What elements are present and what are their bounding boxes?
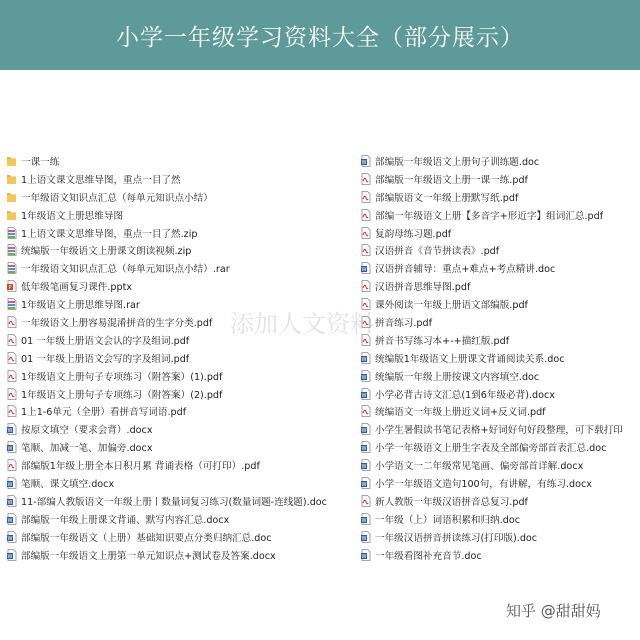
file-item[interactable] (6, 438, 358, 456)
file-name: 部编版一年级上册课文背诵、默写内容汇总.docx (21, 514, 230, 526)
svg-text:W: W (361, 392, 367, 399)
word-doc-icon (360, 477, 371, 489)
file-name: 汉语拼音辅导：重点+难点+考点精讲.doc (375, 264, 556, 276)
file-item[interactable] (6, 385, 358, 403)
file-name: 新人教版一年级汉语拼音总复习.pdf (375, 496, 528, 508)
pdf-icon (6, 352, 17, 364)
file-name: 拼音书写练习本+-+描红版.pdf (375, 335, 510, 347)
file-name: 复韵母练习题.pdf (375, 228, 452, 240)
file-item[interactable] (360, 420, 640, 438)
watermark-text: 添加人文资料 (230, 310, 374, 338)
file-item[interactable] (6, 349, 358, 367)
file-item[interactable] (6, 206, 358, 224)
file-name: 1上1-6单元（全册）看拼音写词语.pdf (21, 407, 187, 419)
file-item[interactable] (360, 367, 640, 385)
svg-text:W: W (7, 481, 13, 488)
svg-text:W: W (361, 517, 367, 524)
file-name: 课外阅读一年级上册语文部编版.pdf (375, 300, 528, 312)
file-item[interactable] (360, 331, 640, 349)
file-item[interactable] (360, 313, 640, 331)
file-name: 一课一练 (21, 156, 60, 168)
file-name: 1年级语文上册思维导图.rar (21, 300, 140, 312)
word-doc-icon (360, 388, 371, 400)
file-name: 小学必背古诗文汇总(1到6年级必背).docx (375, 389, 555, 401)
title-banner (0, 0, 640, 70)
file-item[interactable] (360, 492, 640, 510)
folder-icon (6, 155, 17, 167)
svg-text:W: W (361, 428, 367, 435)
rar-archive-icon (6, 298, 17, 310)
file-item[interactable] (360, 206, 640, 224)
file-item[interactable] (360, 241, 640, 259)
file-item[interactable] (6, 367, 358, 385)
file-name: 1年级语文上册句子专项练习（附答案）(2).pdf (21, 389, 223, 401)
file-item[interactable] (6, 188, 358, 206)
file-item[interactable] (360, 152, 640, 170)
file-name: 部编版语文一年级上册默写纸.pdf (375, 192, 519, 204)
svg-text:W: W (361, 446, 367, 453)
svg-text:W: W (361, 553, 367, 560)
file-name: 笔顺、加减一笔、加偏旁.docx (21, 443, 153, 455)
file-name: 01 一年级上册语文会写的字及组词.pdf (21, 353, 190, 365)
folder-icon (6, 209, 17, 221)
file-name: 部编版一年级语文（上册）基础知识要点分类归纳汇总.doc (21, 532, 272, 544)
file-name: 一年级语文上册容易混淆拼音的生字分类.pdf (21, 317, 213, 329)
file-name: 1上语文课文思维导图，重点一目了然 (21, 174, 181, 186)
file-name: 一年级（上）词语积累和归纳.doc (375, 514, 521, 526)
zip-archive-icon (6, 244, 17, 256)
file-name: 部编版一年级语文上册第一单元知识点+测试卷及答案.docx (21, 550, 276, 562)
pdf-icon (360, 298, 371, 310)
pdf-icon (6, 405, 17, 417)
file-item[interactable] (360, 188, 640, 206)
file-name: 部编一年级语文上册【多音字+形近字】组词汇总.pdf (375, 210, 604, 222)
file-name: 统编版1年级语文上册课文背诵阅读关系.doc (375, 353, 565, 365)
word-doc-icon (360, 549, 371, 561)
file-item[interactable] (360, 277, 640, 295)
file-name: 小学语文一二年级常见笔画、偏旁部首详解.docx (375, 461, 584, 473)
word-doc-icon (6, 477, 17, 489)
pdf-icon (6, 370, 17, 382)
file-item[interactable] (6, 224, 358, 242)
svg-text:W: W (7, 553, 13, 560)
word-doc-icon (6, 531, 17, 543)
file-item[interactable] (360, 224, 640, 242)
word-doc-icon (6, 423, 17, 435)
file-name: 按原文填空（要求会背）.docx (21, 425, 153, 437)
svg-text:W: W (7, 499, 13, 506)
file-name: 小学一年级语文上册生字表及全部偏旁部首表汇总.doc (375, 443, 607, 455)
svg-text:W: W (7, 517, 13, 524)
footer-credit: 知乎 @甜甜妈 (506, 602, 601, 620)
banner-title: 小学一年级学习资料大全（部分展示） (116, 24, 524, 51)
file-item[interactable] (360, 385, 640, 403)
file-name: 统编版一年级上册按课文内容填空.doc (375, 371, 540, 383)
pdf-icon (360, 495, 371, 507)
file-name: 低年级笔画复习课件.pptx (21, 282, 133, 294)
file-list-left (6, 152, 358, 563)
word-doc-icon (6, 513, 17, 525)
file-item[interactable] (360, 402, 640, 420)
file-name: 统编版一年级语文上册课文朗读视频.zip (21, 246, 192, 258)
word-doc-icon (360, 370, 371, 382)
pdf-icon (360, 173, 371, 185)
file-item[interactable] (360, 170, 640, 188)
file-item[interactable] (6, 277, 358, 295)
pdf-icon (360, 209, 371, 221)
pdf-icon (360, 244, 371, 256)
svg-text:W: W (7, 428, 13, 435)
file-name: 01 一年级上册语文会认的字及组词.pdf (21, 335, 190, 347)
pdf-icon (6, 334, 17, 346)
file-item[interactable] (360, 456, 640, 474)
file-name: 笔顺、课文填空.docx (21, 478, 115, 490)
file-item[interactable] (6, 152, 358, 170)
svg-text:W: W (361, 481, 367, 488)
file-item[interactable] (6, 170, 358, 188)
file-item[interactable] (6, 241, 358, 259)
file-name: 小学生暑假读书笔记表格+好词好句好段整理，可下载打印 (375, 425, 623, 437)
file-name: 部编版1年级上册全本日积月累 背诵表格（可打印）.pdf (21, 461, 260, 473)
file-name: 汉语拼音《音节拼读表》.pdf (375, 246, 500, 258)
file-name: 11-部编人教版语文一年级上册丨数量词复习练习(数量词题-连线题).doc (21, 496, 327, 508)
svg-text:P: P (8, 285, 12, 292)
pdf-icon (360, 316, 371, 328)
powerpoint-icon (6, 280, 17, 292)
word-doc-icon (6, 495, 17, 507)
file-item[interactable] (360, 295, 640, 313)
file-item[interactable] (360, 349, 640, 367)
folder-icon (6, 173, 17, 185)
rar-archive-icon (6, 262, 17, 274)
pdf-icon (360, 227, 371, 239)
file-item[interactable] (6, 546, 358, 564)
file-name: 一年级看图补充音节.doc (375, 550, 482, 562)
word-doc-icon (360, 513, 371, 525)
file-name: 部编版一年级语文上册一课一练.pdf (375, 174, 528, 186)
file-list-right (360, 152, 640, 563)
file-item[interactable] (360, 510, 640, 528)
svg-text:W: W (361, 159, 367, 166)
pdf-icon (6, 316, 17, 328)
svg-text:W: W (7, 535, 13, 542)
file-item[interactable] (360, 259, 640, 277)
word-doc-icon (360, 441, 371, 453)
svg-text:W: W (361, 356, 367, 363)
file-name: 1年级语文上册句子专项练习（附答案）(1).pdf (21, 371, 223, 383)
file-name: 1年级语文上册思维导图 (21, 210, 124, 222)
file-name: 统编语文一年级上册近义词+反义词.pdf (375, 407, 546, 419)
file-name: 一年级语文知识点汇总（每单元知识点小结） (21, 192, 213, 204)
file-name: 一年级汉语拼音拼读练习(打印版).doc (375, 532, 538, 544)
zip-archive-icon (6, 227, 17, 239)
file-item[interactable] (6, 331, 358, 349)
file-item[interactable] (6, 510, 358, 528)
svg-text:W: W (361, 267, 367, 274)
file-item[interactable] (6, 492, 358, 510)
file-name: 一年级语文知识点汇总（每单元知识点小结）.rar (21, 264, 230, 276)
word-doc-icon (6, 441, 17, 453)
pdf-icon (6, 388, 17, 400)
svg-text:W: W (361, 535, 367, 542)
pdf-icon (360, 334, 371, 346)
word-doc-icon (6, 549, 17, 561)
file-item[interactable] (360, 546, 640, 564)
svg-text:W: W (361, 464, 367, 471)
file-item[interactable] (6, 420, 358, 438)
file-item[interactable] (6, 402, 358, 420)
file-item[interactable] (360, 528, 640, 546)
file-name: 小学一年级语文造句100句，有讲解，有练习.docx (375, 478, 592, 490)
svg-text:W: W (7, 446, 13, 453)
pdf-icon (6, 459, 17, 471)
word-doc-icon (360, 531, 371, 543)
word-doc-icon (360, 352, 371, 364)
file-item[interactable] (6, 295, 358, 313)
folder-icon (6, 191, 17, 203)
file-item[interactable] (6, 528, 358, 546)
file-item[interactable] (360, 438, 640, 456)
word-doc-icon (360, 155, 371, 167)
file-item[interactable] (6, 474, 358, 492)
file-name: 部编版一年级语文上册句子训练题.doc (375, 156, 540, 168)
word-doc-icon (360, 262, 371, 274)
file-item[interactable] (6, 313, 358, 331)
pdf-icon (360, 405, 371, 417)
word-doc-icon (360, 423, 371, 435)
file-item[interactable] (360, 474, 640, 492)
word-doc-icon (360, 459, 371, 471)
pdf-icon (360, 191, 371, 203)
file-name: 汉语拼音思维导图.pdf (375, 282, 471, 294)
file-name: 拼音练习.pdf (375, 317, 432, 329)
file-name: 1上语文课文思维导图，重点一目了然.zip (21, 228, 198, 240)
file-item[interactable] (6, 456, 358, 474)
svg-text:W: W (361, 374, 367, 381)
pdf-icon (360, 280, 371, 292)
file-item[interactable] (6, 259, 358, 277)
